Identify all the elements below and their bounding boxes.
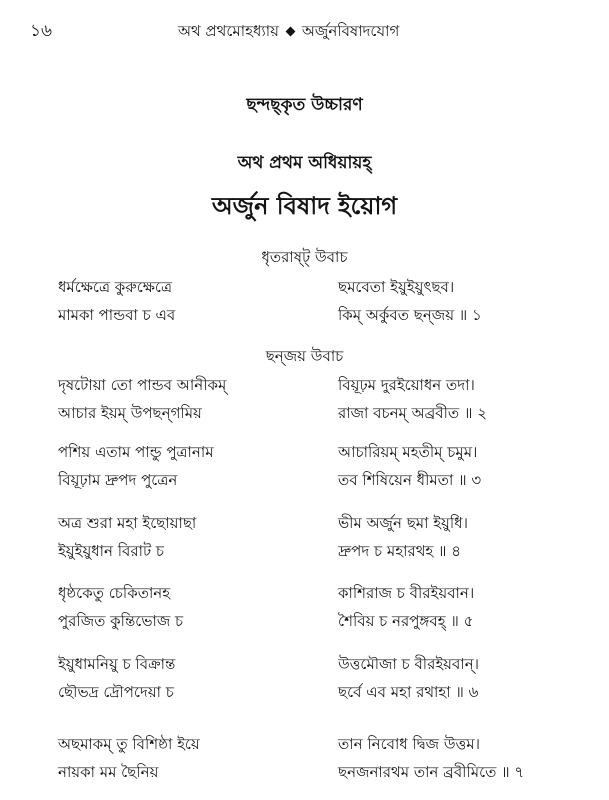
- verse-line: ছর্বে এব মহা রথাহা ॥ ৬: [338, 683, 479, 701]
- verse-line: কিম্ অর্কুবত ছন্জয় ॥ ১: [338, 306, 482, 324]
- verse-6: [0, 653, 609, 713]
- speaker-label: ধৃতরাষ্ট্ উবাচ: [261, 248, 348, 266]
- verse-line: দ্রুপদ চ মহারথহ ॥ ৪: [338, 542, 462, 560]
- verse-line: তব শিষিয়েন ধীমতা ॥ ৩: [338, 471, 482, 489]
- verse-line: ইয়ুধামনিয়ু চ বিক্রান্ত: [58, 655, 176, 673]
- verse-4: [0, 512, 609, 572]
- verse-line: পুরজিত কুন্তিভোজ চ: [58, 612, 184, 630]
- verse-1: [0, 276, 609, 336]
- section-heading: ছন্দছ্কৃত উচ্চারণ: [246, 95, 363, 115]
- verse-5: [0, 582, 609, 642]
- verse-line: কাশিরাজ চ বীরইয়বান।: [338, 584, 475, 602]
- chapter-heading: অথ প্রথম অধিয়ায়হ্: [237, 153, 372, 173]
- verse-line: বিয়ূঢ়াম দ্রুপদ পুত্রেন: [58, 471, 178, 489]
- verse-line: রাজা বচনম্ অব্রবীত ॥ ২: [338, 404, 487, 422]
- verse-line: ছনজনারথম তান ব্রবীমিতে ॥ ৭: [338, 763, 525, 781]
- verse-line: ছৌভদ্র দ্রৌপদেয়া চ: [58, 683, 174, 701]
- chapter-right-title: অর্জুনবিষাদযোগ: [301, 22, 400, 40]
- running-header: [0, 18, 609, 44]
- chapter-left-title: অথ প্রথমোহধ্যায়: [178, 22, 279, 40]
- verse-line: মামকা পান্ডবা চ এব: [58, 306, 176, 324]
- verse-3: [0, 441, 609, 501]
- verse-line: পশিয় এতাম পান্ডু পুত্রানাম: [58, 443, 214, 461]
- verse-line: ধৃষ্ঠকেতু চেকিতানহ: [58, 584, 171, 602]
- verse-line: ইয়ুইয়ুধান বিরাট চ: [58, 542, 165, 560]
- page-number: ১৬: [30, 21, 53, 41]
- verse-line: নায়কা মম ছৈনিয়: [58, 763, 159, 781]
- verse-line: আচার ইয়ম্ উপছন্গমিয়: [58, 404, 202, 422]
- verse-2: [0, 374, 609, 434]
- speaker-label: ছন্জয় উবাচ: [265, 347, 344, 365]
- verse-line: ভীম অর্জুন ছমা ইয়ুধি।: [338, 514, 468, 532]
- verse-line: আচারিয়ম্ মহতীম্ চমুম।: [338, 443, 478, 461]
- chapter-title: অর্জুন বিষাদ ইয়োগ: [211, 191, 398, 220]
- verse-line: ধর্মক্ষেত্রে কুরুক্ষেত্রে: [58, 278, 172, 296]
- verse-line: দৃষটোয়া তো পান্ডব আনীকম্: [58, 376, 227, 394]
- diamond-separator-icon: [285, 26, 295, 36]
- verse-7: [0, 733, 609, 793]
- verse-line: শৈবিয় চ নরপুঙ্গবহ্ ॥ ৫: [338, 612, 474, 630]
- verse-line: তান নিবোধ দ্বিজ উত্তম।: [338, 735, 480, 753]
- verse-line: অছমাকম্ তু বিশিষ্ঠা ইয়ে: [58, 735, 200, 753]
- verse-line: ছমবেতা ইয়ুইয়ুৎছব।: [338, 278, 455, 296]
- verse-line: বিয়ূঢ়ম দুরইয়োধন তদা।: [338, 376, 475, 394]
- verse-line: অত্র শুরা মহা ইছোয়াছা: [58, 514, 197, 532]
- running-title: [178, 20, 399, 45]
- verse-line: উত্তমৌজা চ বীরইয়বান্।: [338, 655, 480, 673]
